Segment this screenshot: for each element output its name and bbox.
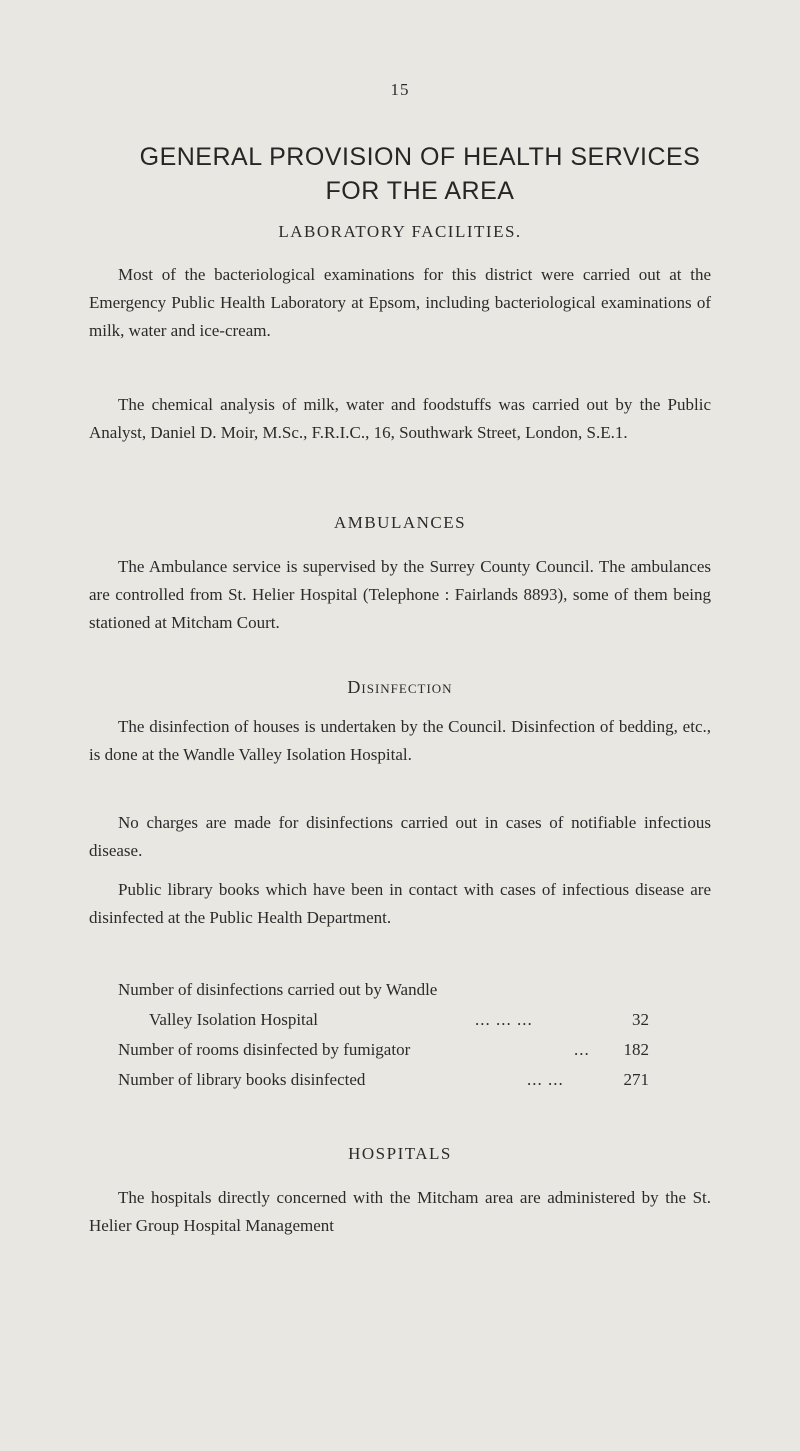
leader-dots: ... [574,1040,590,1059]
stat-label: Number of library books disinfected [118,1070,366,1089]
stat-row-library-books [89,1066,711,1094]
hospitals-heading: HOSPITALS [348,1144,452,1163]
hospitals-paragraph: The hospitals directly concerned with the Mitcham area are administered by the St. Helier Group Hospital Management [89,1188,711,1235]
laboratory-heading: LABORATORY FACILITIES. [278,222,522,241]
disinfection-paragraph-3: Public library books which have been in contact with cases of infectious disease are disinfected at the Public Health Department. [89,880,711,927]
ambulances-heading: AMBULANCES [333,513,467,532]
laboratory-paragraph-2: The chemical analysis of milk, water and foodstuffs was carried out by the Public Analyst, Daniel D. Moir, M.Sc., F.R.I.C., 16, Southwark Street, London, S.E.1. [89,395,711,442]
stat-label: Valley Isolation Hospital [149,1010,319,1029]
stat-value: 32 [632,1010,649,1029]
ambulances-paragraph: The Ambulance service is supervised by the Surrey County Council. The ambulances are controlled from St. Helier Hospital (Telephone : Fairlands 8893), some of them being stationed at Mitcham Court. [89,557,711,632]
laboratory-paragraph-1: Most of the bacteriological examinations for this district were carried out at the Emergency Public Health Laboratory at Epsom, including bacteriological examinations of milk, water and ice-cream. [89,265,711,340]
stat-label: Number of rooms disinfected by fumigator [118,1040,411,1059]
stat-label: Number of disinfections carried out by Wandle [118,980,438,999]
stat-value: 182 [623,1040,649,1059]
page-title: GENERAL PROVISION OF HEALTH SERVICES FOR THE AREA [139,143,701,205]
leader-dots: ... ... [527,1070,564,1089]
stat-row-fumigator [89,1036,711,1064]
page-number: 15 [390,80,410,99]
stat-value: 271 [623,1070,649,1089]
leader-dots: ... ... ... [475,1010,533,1029]
stat-row-wandle [89,1006,711,1034]
stat-row-wandle-label [89,976,711,1004]
disinfection-paragraph-2: No charges are made for disinfections carried out in cases of notifiable infectious disease. [89,813,711,860]
disinfection-paragraph-1: The disinfection of houses is undertaken by the Council. Disinfection of bedding, etc., is done at the Wandle Valley Isolation Hospital. [89,717,711,764]
disinfection-heading: Disinfection [347,677,453,697]
